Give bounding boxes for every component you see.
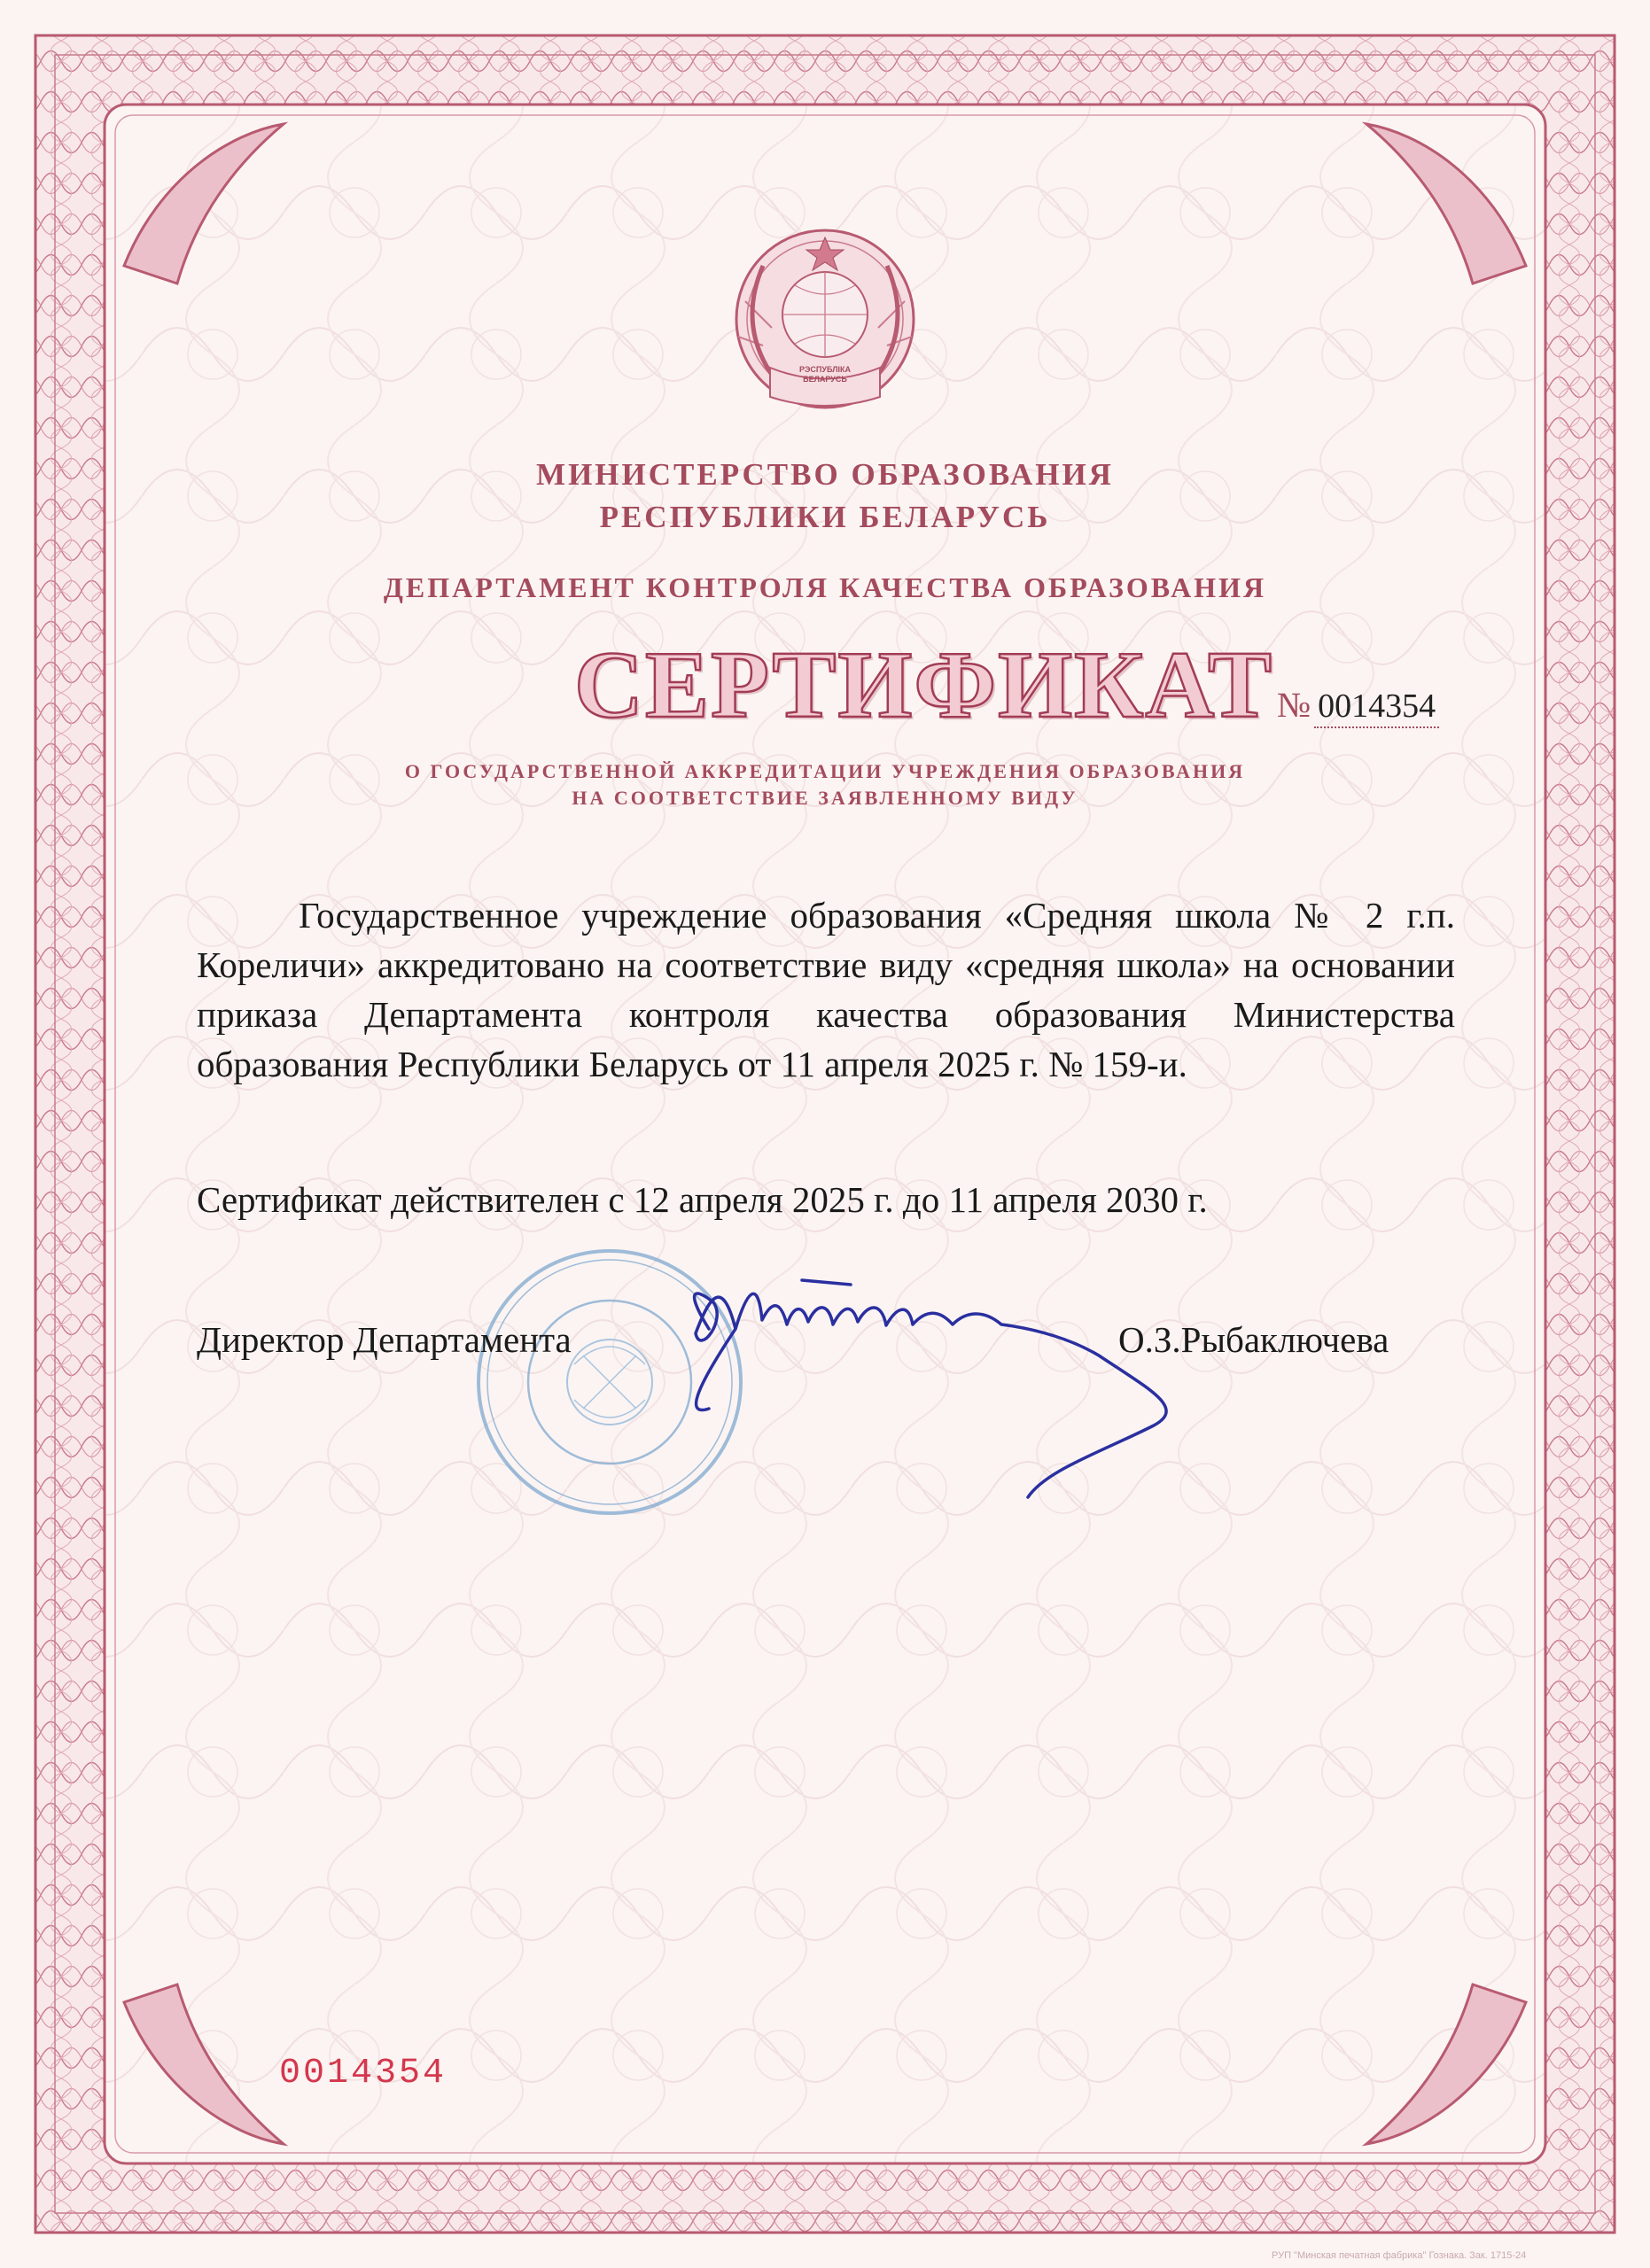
certificate-title-row [574, 631, 1439, 741]
validity-text: Сертификат действителен с 12 апреля 2025 г. до 11 апреля 2030 г. [197, 1179, 1208, 1220]
emblem-ribbon [781, 365, 869, 384]
department-heading: ДЕПАРТАМЕНТ КОНТРОЛЯ КАЧЕСТВА ОБРАЗОВАНИЯ [383, 571, 1267, 603]
accreditation-paragraph [197, 890, 1455, 1089]
printer-imprint: РУП "Минская печатная фабрика" Гознака. Зак. 1715-24 [1272, 2250, 1527, 2261]
emblem-ribbon-line1: РЭСПУБЛІКА [798, 365, 852, 374]
ministry-line2: РЕСПУБЛИКИ БЕЛАРУСЬ [599, 500, 1051, 534]
subtitle-line2: НА СООТВЕТСТВИЕ ЗАЯВЛЕННОМУ ВИДУ [572, 787, 1078, 809]
serial-number: 0014354 [279, 2054, 448, 2093]
signatory-name: О.З.Рыбаключева [1118, 1319, 1389, 1360]
certificate-number: 0014354 [1314, 687, 1439, 728]
emblem-ribbon-line2: БЕЛАРУСЬ [803, 375, 847, 384]
subtitle-line1: О ГОСУДАРСТВЕННОЙ АККРЕДИТАЦИИ УЧРЕЖДЕНИЯ ОБРАЗОВАНИЯ [404, 760, 1246, 782]
accreditation-text: Государственное учреждение образования «Средняя школа № 2 г.п. Кореличи» аккредитовано на соответствие виду «средняя школа» на основании приказа Департамента контроля качества образования Министерства образования Республики Беларусь от 11 апреля 2025 г. № 159-и. [197, 895, 1455, 1084]
signatory-position: Директор Департамента [197, 1319, 572, 1360]
ministry-heading [0, 454, 1650, 539]
certificate-number-sign: № [1276, 685, 1311, 725]
ministry-line1: МИНИСТЕРСТВО ОБРАЗОВАНИЯ [536, 457, 1114, 492]
certificate-subtitle [0, 758, 1650, 812]
certificate-title: СЕРТИФИКАТ [574, 633, 1273, 738]
